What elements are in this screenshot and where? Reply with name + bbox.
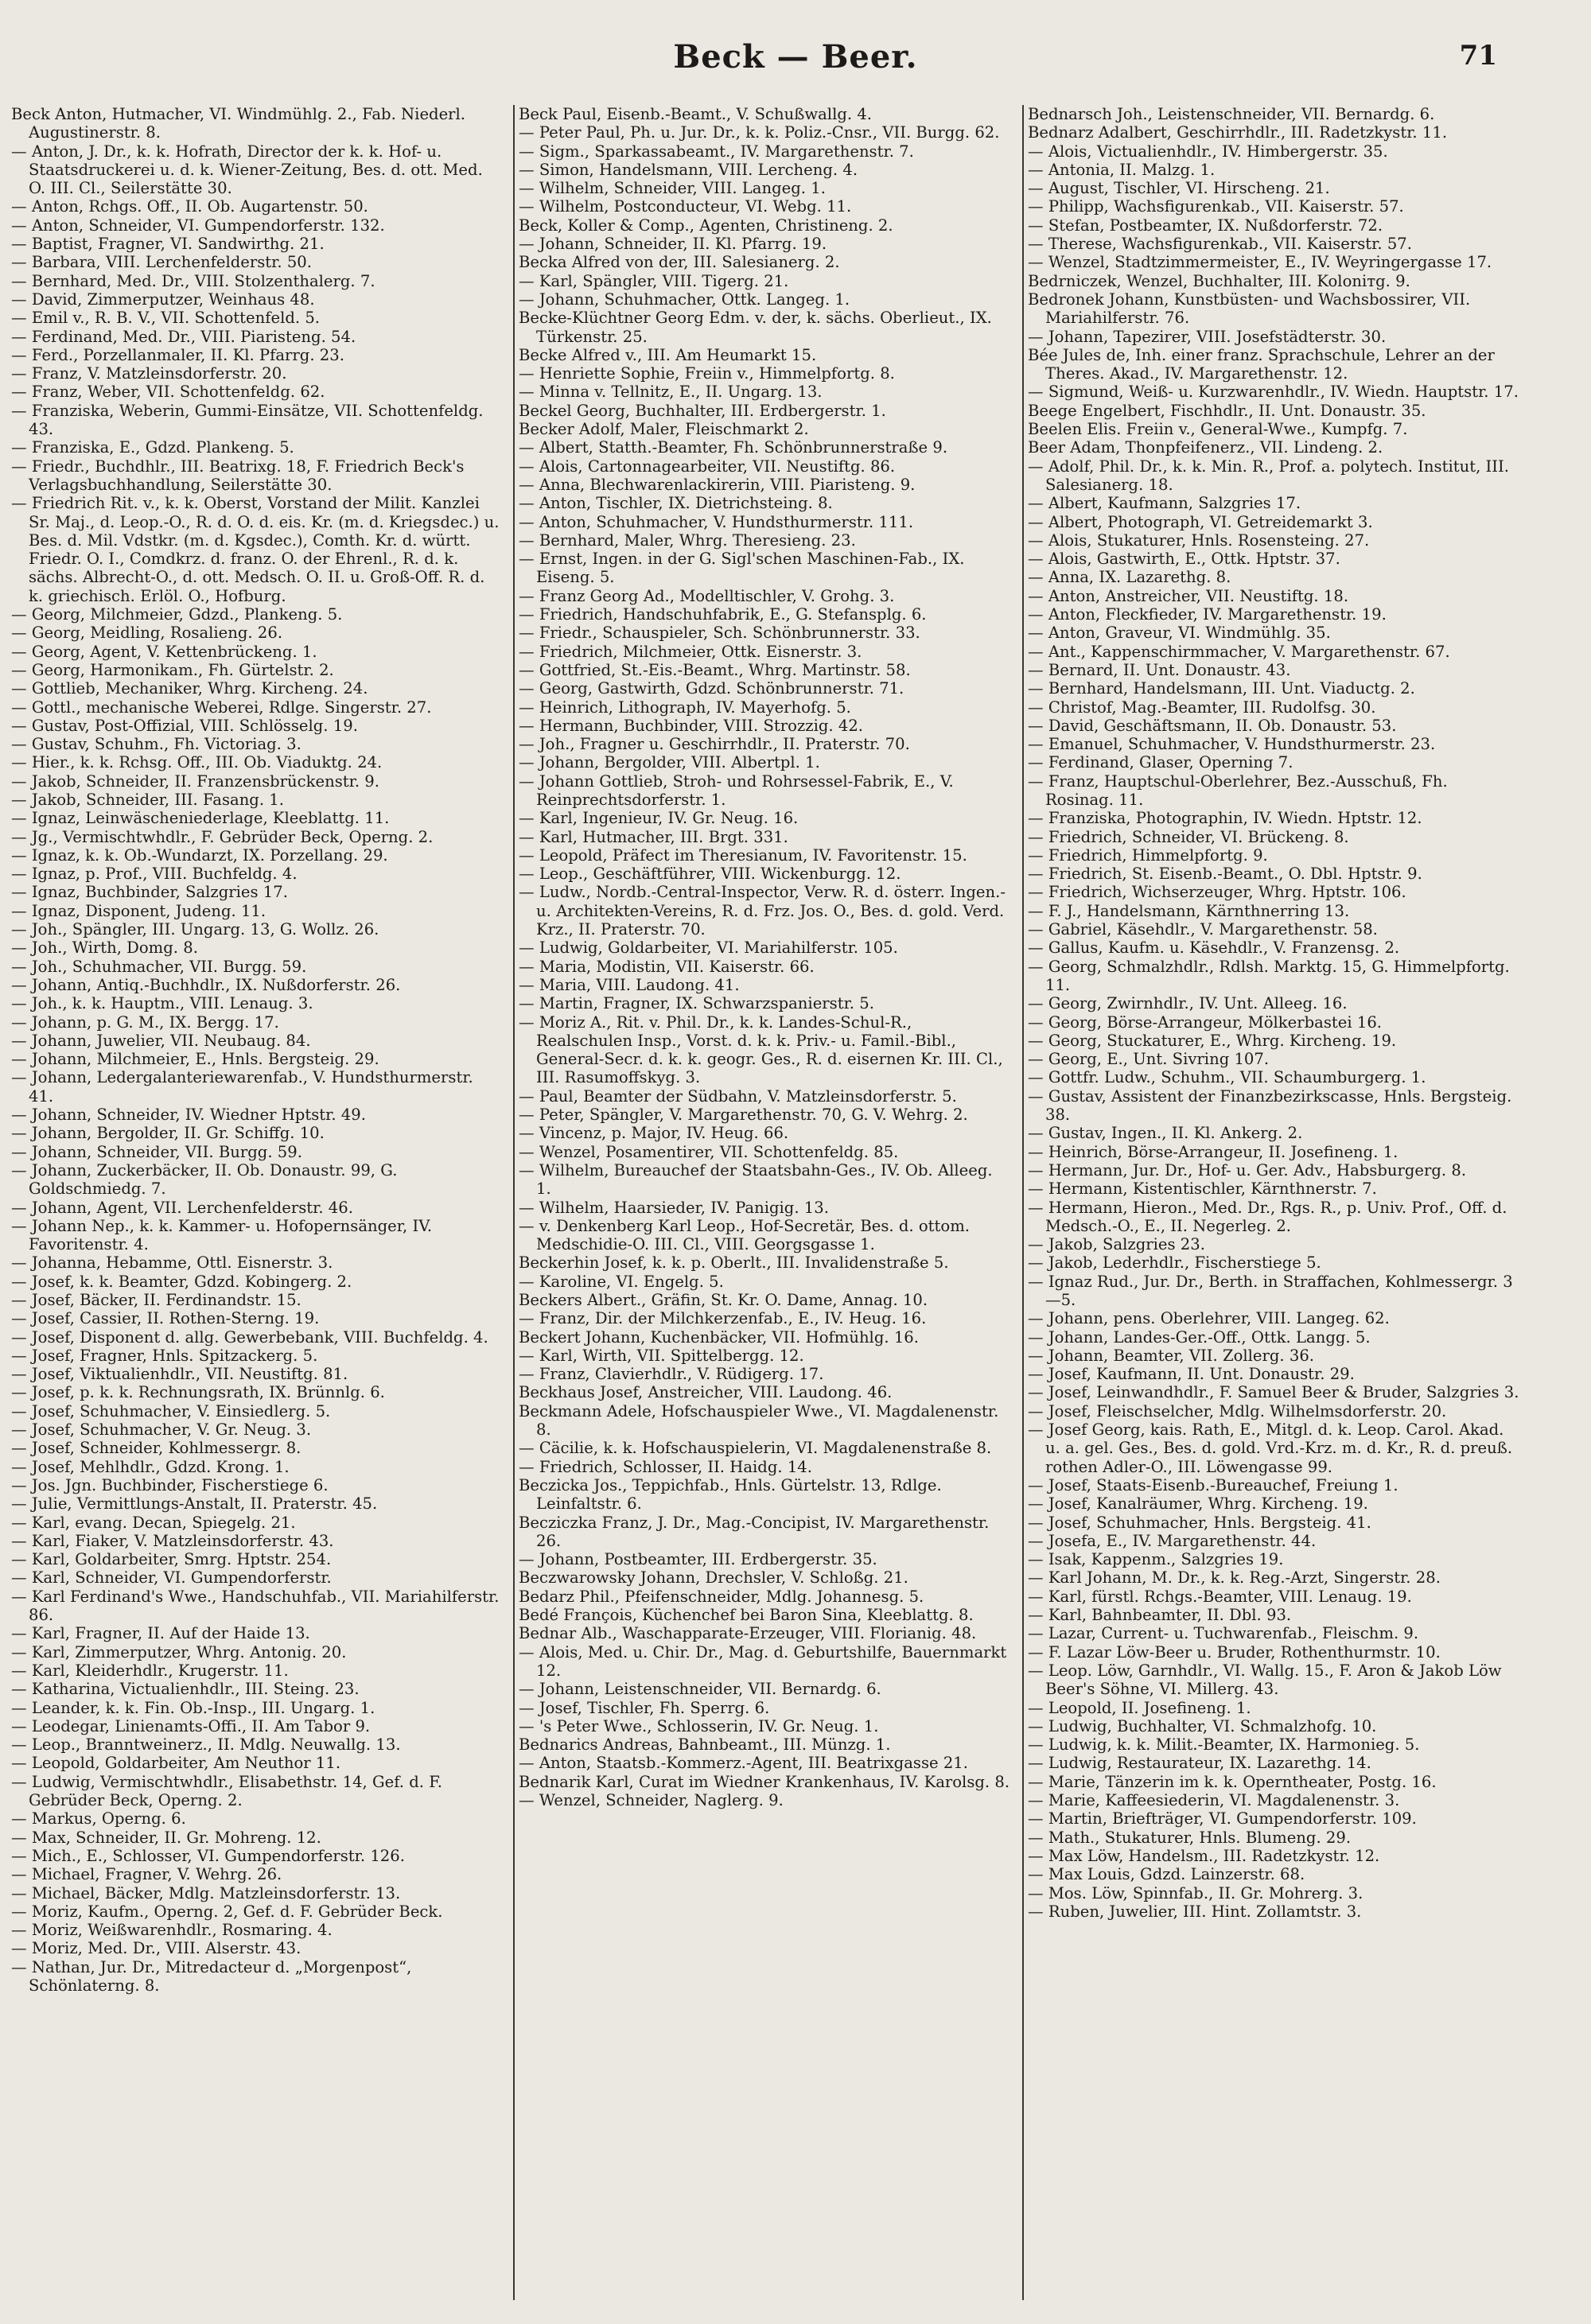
directory-entry: — Johann, Ledergalanteriewarenfab., V. Hundsthurmerstr. 41. [11, 1068, 473, 1106]
directory-entry: — Lazar, Current- u. Tuchwarenfab., Fleischm. 9. [1028, 1624, 1419, 1643]
directory-entry: — Hermann, Buchbinder, VIII. Strozzig. 42. [519, 716, 864, 735]
directory-entry: — Josef Georg, kais. Rath, E., Mitgl. d. k. Leop. Carol. Akad. u. a. gel. Ges., Bes. d. gold. Vrd.-Krz. m. d. Kr., R. d. preuß. rothen Adler-O., III. Löwengasse 99. [1028, 1420, 1513, 1476]
directory-entry: Beck Anton, Hutmacher, VI. Windmühlg. 2., Fab. Niederl. Augustinerstr. 8. [11, 105, 466, 142]
directory-entry: — Michael, Bäcker, Mdlg. Matzleinsdorferstr. 13. [11, 1883, 401, 1902]
directory-entry: Bednarsch Joh., Leistenschneider, VII. Bernardg. 6. [1028, 105, 1435, 123]
directory-entry: — Georg, Meidling, Rosalieng. 26. [11, 624, 283, 643]
directory-entry: — Johann Nep., k. k. Kammer- u. Hofopernsänger, IV. Favoritenstr. 4. [11, 1216, 433, 1254]
directory-entry: — Josef, Staats-Eisenb.-Bureauchef, Freiung 1. [1028, 1475, 1398, 1494]
directory-entry: — Katharina, Victualienhdlr., III. Steing. 23. [11, 1680, 360, 1699]
directory-entry: — Leopold, Goldarbeiter, Am Neuthor 11. [11, 1754, 341, 1773]
directory-entry: — Moriz, Med. Dr., VIII. Alserstr. 43. [11, 1939, 301, 1958]
directory-entry: — Leander, k. k. Fin. Ob.-Insp., III. Ungarg. 1. [11, 1698, 375, 1717]
directory-entry: — Karl, Hutmacher, III. Brgt. 331. [519, 827, 788, 846]
directory-entry: — Georg, Agent, V. Kettenbrückeng. 1. [11, 642, 317, 661]
directory-entry: — Ernst, Ingen. in der G. Sigl'schen Maschinen-Fab., IX. Eiseng. 5. [519, 550, 965, 587]
directory-entry: — Ignaz, Leinwäscheniederlage, Kleeblattg. 11. [11, 809, 390, 828]
directory-entry: — Leop., Branntweinerz., II. Mdlg. Neuwallg. 13. [11, 1735, 401, 1755]
directory-entry: — Karl, Spängler, VIII. Tigerg. 21. [519, 271, 789, 290]
directory-entry: — Ludw., Nordb.-Central-Inspector, Verw. R. d. österr. Ingen.- u. Architekten-Vereins, R. d. Frz. Jos. O., Bes. d. gold. Verd. Krz., II. Praterstr. 70. [519, 883, 1006, 939]
directory-entry: — Johann, Postbeamter, III. Erdbergerstr. 35. [519, 1550, 877, 1569]
directory-entry: — Ludwig, Restaurateur, IX. Lazarethg. 14. [1028, 1754, 1371, 1773]
directory-entry: — Karl Johann, M. Dr., k. k. Reg.-Arzt, Singerstr. 28. [1028, 1568, 1441, 1588]
directory-entry: — Paul, Beamter der Südbahn, V. Matzleinsdorferstr. 5. [519, 1086, 957, 1106]
directory-entry: — Maria, VIII. Laudong. 41. [519, 975, 740, 994]
directory-entry: — Johann, Leistenschneider, VII. Bernardg. 6. [519, 1680, 881, 1699]
directory-entry: — Baptist, Fragner, VI. Sandwirthg. 21. [11, 235, 325, 254]
directory-entry: Beege Engelbert, Fischhdlr., II. Unt. Donaustr. 35. [1028, 401, 1426, 420]
directory-entry: — Ant., Kappenschirmmacher, V. Margarethenstr. 67. [1028, 642, 1450, 661]
directory-entry: Becke-Klüchtner Georg Edm. v. der, k. sächs. Oberlieut., IX. Türkenstr. 25. [519, 309, 992, 346]
directory-entry: — Julie, Vermittlungs-Anstalt, II. Praterstr. 45. [11, 1494, 378, 1514]
directory-entry: — Gottfried, St.-Eis.-Beamt., Whrg. Martinstr. 58. [519, 660, 911, 679]
directory-entry: — Anna, IX. Lazarethg. 8. [1028, 568, 1231, 587]
directory-entry: — Josef, Fleischselcher, Mdlg. Wilhelmsdorferstr. 20. [1028, 1401, 1447, 1420]
directory-entry: — Johann, Schneider, II. Kl. Pfarrg. 19. [519, 235, 827, 254]
directory-entry: — Alois, Stukaturer, Hnls. Rosensteing. 27. [1028, 530, 1370, 550]
directory-entry: — Adolf, Phil. Dr., k. k. Min. R., Prof. a. polytech. Institut, III. Salesianerg. 18. [1028, 457, 1510, 494]
directory-entry: — Karoline, VI. Engelg. 5. [519, 1272, 724, 1291]
directory-entry: — Franz, Dir. der Milchkerzenfab., E., IV. Heug. 16. [519, 1309, 927, 1328]
directory-entry: — Josef, Disponent d. allg. Gewerbebank, VIII. Buchfeldg. 4. [11, 1327, 488, 1347]
directory-entry: — Franziska, Weberin, Gummi-Einsätze, VII. Schottenfeldg. 43. [11, 401, 484, 439]
directory-entry: — Anton, J. Dr., k. k. Hofrath, Director der k. k. Hof- u. Staatsdruckerei u. d. k. Wiener-Zeitung, Bes. d. ott. Med. O. III. Cl., Seilerstätte 30. [11, 142, 483, 198]
directory-entry: — Anton, Graveur, VI. Windmühlg. 35. [1028, 624, 1331, 643]
directory-entry: — Barbara, VIII. Lerchenfelderstr. 50. [11, 253, 312, 272]
directory-entry: — Anna, Blechwarenlackirerin, VIII. Piaristeng. 9. [519, 475, 916, 494]
directory-entry: — Gustav, Ingen., II. Kl. Ankerg. 2. [1028, 1124, 1303, 1143]
directory-entry: — Josef, p. k. k. Rechnungsrath, IX. Brünnlg. 6. [11, 1383, 385, 1402]
directory-entry: — Josefa, E., IV. Margarethenstr. 44. [1028, 1531, 1317, 1550]
directory-entry: — Vincenz, p. Major, IV. Heug. 66. [519, 1124, 789, 1143]
directory-entry: — Bernhard, Med. Dr., VIII. Stolzenthalerg. 7. [11, 271, 375, 290]
directory-entry: — Georg, Zwirnhdlr., IV. Unt. Alleeg. 16. [1028, 994, 1348, 1013]
directory-entry: — Josef, Tischler, Fh. Sperrg. 6. [519, 1698, 770, 1717]
directory-entry: — Ludwig, Goldarbeiter, VI. Mariahilferstr. 105. [519, 939, 898, 958]
directory-entry: Bée Jules de, Inh. einer franz. Sprachschule, Lehrer an der Theres. Akad., IV. Margarethenstr. 12. [1028, 345, 1495, 383]
directory-entry: — Max, Schneider, II. Gr. Mohreng. 12. [11, 1828, 321, 1847]
directory-entry: — Josef, Cassier, II. Rothen-Sterng. 19. [11, 1309, 320, 1328]
directory-entry: — Moriz A., Rit. v. Phil. Dr., k. k. Landes-Schul-R., Realschulen Insp., Vorst. d. k. k. Priv.- u. Famil.-Bibl., General-Secr. d. k. k. geogr. Ges., R. d. eisernen Kr. III. Cl., III. Rasumoffskyg. 3. [519, 1012, 1003, 1087]
directory-entry: — Anton, Rchgs. Off., II. Ob. Augartenstr. 50. [11, 197, 368, 216]
page-number: 71 [1459, 40, 1497, 72]
directory-entry: — Wilhelm, Schneider, VIII. Langeg. 1. [519, 179, 826, 198]
directory-entry: — Franz, V. Matzleinsdorferstr. 20. [11, 364, 287, 383]
directory-entry: Beer Adam, Thonpfeifenerz., VII. Lindeng. 2. [1028, 438, 1383, 457]
directory-entry: — Bernard, II. Unt. Donaustr. 43. [1028, 660, 1291, 679]
directory-entry: — Joh., Fragner u. Geschirrhdlr., II. Praterstr. 70. [519, 735, 910, 754]
page-title: Beck — Beer. [673, 38, 918, 76]
directory-entry: — Marie, Kaffeesiederin, VI. Magdalenenstr. 3. [1028, 1791, 1400, 1810]
directory-entry: — Ferdinand, Glaser, Operning 7. [1028, 753, 1293, 772]
directory-entry: — Cäcilie, k. k. Hofschauspielerin, VI. Magdalenenstraße 8. [519, 1439, 992, 1458]
directory-entry: — Friedr., Buchdhlr., III. Beatrixg. 18, F. Friedrich Beck's Verlagsbuchhandlung, Seilerstätte 30. [11, 457, 465, 494]
directory-entry: — Jos. Jgn. Buchbinder, Fischerstiege 6. [11, 1475, 329, 1494]
directory-entry: — Albert, Statth.-Beamter, Fh. Schönbrunnerstraße 9. [519, 438, 948, 457]
directory-entry: — Wilhelm, Haarsieder, IV. Panigig. 13. [519, 1198, 829, 1217]
directory-entry: Beckmann Adele, Hofschauspieler Wwe., VI. Magdalenenstr. 8. [519, 1401, 999, 1440]
directory-entry: — Simon, Handelsmann, VIII. Lercheng. 4. [519, 160, 858, 179]
directory-entry: — Karl, Kleiderhdlr., Krugerstr. 11. [11, 1661, 289, 1680]
directory-entry: — Johann, Antiq.-Buchhdlr., IX. Nußdorferstr. 26. [11, 975, 401, 994]
directory-entry: — Hermann, Jur. Dr., Hof- u. Ger. Adv., Habsburgerg. 8. [1028, 1160, 1467, 1179]
directory-entry: — Johann, p. G. M., IX. Bergg. 17. [11, 1012, 279, 1032]
directory-entry: — Gottlieb, Mechaniker, Whrg. Kircheng. 24. [11, 679, 368, 698]
directory-entry: — Johann, Milchmeier, E., Hnls. Bergsteig. 29. [11, 1050, 379, 1069]
directory-entry: Becka Alfred von der, III. Salesianerg. 2. [519, 253, 840, 272]
directory-entry: — Antonia, II. Malzg. 1. [1028, 160, 1216, 179]
directory-entry: — Karl, fürstl. Rchgs.-Beamter, VIII. Lenaug. 19. [1028, 1587, 1412, 1606]
directory-entry: — Wenzel, Schneider, Naglerg. 9. [519, 1791, 784, 1810]
directory-entry: — Johann, Schneider, VII. Burgg. 59. [11, 1142, 302, 1161]
column-2 [519, 105, 1010, 2308]
directory-entry: — Josef, Mehlhdlr., Gdzd. Krong. 1. [11, 1457, 290, 1476]
directory-entry: — Ruben, Juwelier, III. Hint. Zollamtstr. 3. [1028, 1902, 1362, 1921]
directory-entry: — Friedrich, Himmelpfortg. 9. [1028, 845, 1268, 865]
directory-entry: — Josef, Viktualienhdlr., VII. Neustiftg. 81. [11, 1365, 348, 1384]
directory-entry: — Sigm., Sparkassabeamt., IV. Margarethenstr. 7. [519, 142, 914, 161]
directory-entry: — Franz, Hauptschul-Oberlehrer, Bez.-Ausschuß, Fh. Rosinag. 11. [1028, 771, 1448, 809]
directory-entry: — Martin, Briefträger, VI. Gumpendorferstr. 109. [1028, 1809, 1417, 1828]
directory-entry: — Gabriel, Käsehdlr., V. Margarethenstr. 58. [1028, 920, 1378, 939]
directory-entry: — Johann, Bergolder, VIII. Albertpl. 1. [519, 753, 820, 772]
directory-entry: Beckhaus Josef, Anstreicher, VIII. Laudong. 46. [519, 1383, 893, 1402]
directory-entry: — Gottl., mechanische Weberei, Rdlge. Singerstr. 27. [11, 698, 432, 717]
directory-entry: — Georg, Milchmeier, Gdzd., Plankeng. 5. [11, 605, 343, 624]
directory-entry: — Mich., E., Schlosser, VI. Gumpendorferstr. 126. [11, 1846, 405, 1865]
directory-entry: — Alois, Cartonnagearbeiter, VII. Neustiftg. 86. [519, 457, 896, 476]
directory-entry: — Franz Georg Ad., Modelltischler, V. Grohg. 3. [519, 586, 895, 605]
directory-entry: — Christof, Mag.-Beamter, III. Rudolfsg. 30. [1028, 698, 1376, 717]
directory-entry: — Friedr., Schauspieler, Sch. Schönbrunnerstr. 33. [519, 624, 920, 643]
directory-entry: — Jakob, Salzgries 23. [1028, 1235, 1205, 1254]
directory-entry: — Johann, Beamter, VII. Zollerg. 36. [1028, 1346, 1315, 1365]
page-header [0, 38, 1591, 86]
directory-entry: — Friedrich, Milchmeier, Ottk. Eisnerstr. 3. [519, 642, 862, 661]
directory-entry: — Joh., k. k. Hauptm., VIII. Lenaug. 3. [11, 994, 313, 1013]
directory-entry: — Jakob, Schneider, II. Franzensbrückenstr. 9. [11, 771, 380, 791]
directory-entry: — Leopold, Präfect im Theresianum, IV. Favoritenstr. 15. [519, 845, 967, 865]
directory-entry: — Johann, Zuckerbäcker, II. Ob. Donaustr. 99, G. Goldschmiedg. 7. [11, 1160, 398, 1199]
directory-entry: — August, Tischler, VI. Hirscheng. 21. [1028, 179, 1330, 198]
directory-entry: — Ignaz Rud., Jur. Dr., Berth. in Straffachen, Kohlmessergr. 3—5. [1028, 1272, 1513, 1309]
directory-entry: — Joh., Spängler, III. Ungarg. 13, G. Wollz. 26. [11, 920, 379, 939]
directory-entry: — Anton, Schuhmacher, V. Hundsthurmerstr. 111. [519, 512, 914, 531]
directory-entry: — Johann, Juwelier, VII. Neubaug. 84. [11, 1031, 311, 1050]
directory-entry: — Markus, Operng. 6. [11, 1809, 186, 1828]
directory-entry: Beckers Albert., Gräfin, St. Kr. O. Dame, Annag. 10. [519, 1291, 928, 1309]
directory-entry: — Alois, Victualienhdlr., IV. Himbergerstr. 35. [1028, 142, 1388, 161]
directory-entry: — Leodegar, Linienamts-Offi., II. Am Tabor 9. [11, 1716, 371, 1735]
directory-entry: — Albert, Photograph, VI. Getreidemarkt 3. [1028, 512, 1373, 531]
directory-entry: — Stefan, Postbeamter, IX. Nußdorferstr. 72. [1028, 216, 1383, 235]
directory-entry: — Friedrich, St. Eisenb.-Beamt., O. Dbl. Hptstr. 9. [1028, 865, 1422, 884]
directory-entry: — Friedrich Rit. v., k. k. Oberst, Vorstand der Milit. Kanzlei Sr. Maj., d. Leop.-O., R. d. O. d. eis. Kr. (m. d. Kriegsdec.) u. Bes. d. Mil. Vdstkr. (m. d. Kgsdec.), Comth. Kr. d. württ. Friedr. O. I., Comdkrz. d. franz. O. der Ehrenl., R. d. k. sächs. Albrecht-O., d. ott. Medsch. O. II. u. Groß-Off. R. d. k. griechisch. Erlöl. O., Hofburg. [11, 494, 500, 605]
directory-entry: — Karl, evang. Decan, Spiegelg. 21. [11, 1513, 296, 1532]
column-3 [1028, 105, 1519, 2308]
directory-entry: Beckert Johann, Kuchenbäcker, VII. Hofmühlg. 16. [519, 1327, 919, 1347]
directory-entry: — Gustav, Schuhm., Fh. Victoriag. 3. [11, 735, 301, 754]
directory-entry: — Johann, Bergolder, II. Gr. Schiffg. 10. [11, 1124, 325, 1143]
directory-entry: — Max Löw, Handelsm., III. Radetzkystr. 12. [1028, 1846, 1380, 1865]
directory-entry: — Ferdinand, Med. Dr., VIII. Piaristeng. 54. [11, 327, 356, 346]
directory-entry: — Josef, Kaufmann, II. Unt. Donaustr. 29. [1028, 1365, 1355, 1384]
directory-entry: — Johann, Schuhmacher, Ottk. Langeg. 1. [519, 290, 850, 309]
directory-entry: Becker Adolf, Maler, Fleischmarkt 2. [519, 420, 809, 439]
directory-entry: — Emil v., R. B. V., VII. Schottenfeld. 5. [11, 309, 321, 328]
directory-entry: — Wilhelm, Bureauchef der Staatsbahn-Ges., IV. Ob. Alleeg. 1. [519, 1160, 993, 1199]
directory-entry: — Anton, Anstreicher, VII. Neustiftg. 18. [1028, 586, 1349, 605]
directory-entry: Beczicka Jos., Teppichfab., Hnls. Gürtelstr. 13, Rdlge. Leinfaltstr. 6. [519, 1475, 942, 1514]
directory-entry: — Johann, Agent, VII. Lerchenfelderstr. 46. [11, 1198, 353, 1217]
directory-entry: — Jakob, Schneider, III. Fasang. 1. [11, 790, 285, 809]
directory-entry: — Georg, Gastwirth, Gdzd. Schönbrunnerstr. 71. [519, 679, 904, 698]
directory-entry: — Ludwig, Vermischtwhdlr., Elisabethstr. 14, Gef. d. F. Gebrüder Beck, Operng. 2. [11, 1772, 443, 1810]
directory-entry: Bedronek Johann, Kunstbüsten- und Wachsbossirer, VII. Mariahilferstr. 76. [1028, 290, 1471, 328]
directory-entry: — Johann, Landes-Ger.-Off., Ottk. Langg. 5. [1028, 1327, 1371, 1347]
directory-entry: — Bernhard, Maler, Whrg. Theresieng. 23. [519, 530, 856, 550]
directory-entry: — Leop., Geschäftführer, VIII. Wickenburgg. 12. [519, 865, 901, 884]
directory-entry: — Ludwig, Buchhalter, VI. Schmalzhofg. 10. [1028, 1716, 1377, 1735]
directory-entry: — Alois, Med. u. Chir. Dr., Mag. d. Geburtshilfe, Bauernmarkt 12. [519, 1642, 1007, 1680]
directory-entry: — Heinrich, Börse-Arrangeur, II. Josefineng. 1. [1028, 1142, 1398, 1161]
directory-entry: — Franz, Weber, VII. Schottenfeldg. 62. [11, 383, 325, 402]
directory-entry: — Mos. Löw, Spinnfab., II. Gr. Mohrerg. 3. [1028, 1883, 1363, 1902]
directory-entry: — Anton, Tischler, IX. Dietrichsteing. 8. [519, 494, 833, 513]
directory-entry: — Leop. Löw, Garnhdlr., VI. Wallg. 15., F. Aron & Jakob Löw Beer's Söhne, VI. Millerg. 43. [1028, 1661, 1502, 1699]
directory-entry: — Ferd., Porzellanmaler, II. Kl. Pfarrg. 23. [11, 345, 344, 364]
directory-entry: — Minna v. Tellnitz, E., II. Ungarg. 13. [519, 383, 823, 402]
directory-entry: Becke Alfred v., III. Am Heumarkt 15. [519, 345, 817, 364]
directory-entry: — Ignaz, Disponent, Judeng. 11. [11, 901, 266, 920]
directory-entry: Beckel Georg, Buchhalter, III. Erdbergerstr. 1. [519, 401, 886, 420]
directory-entry: — Moriz, Kaufm., Operng. 2, Gef. d. F. Gebrüder Beck. [11, 1902, 443, 1921]
directory-entry: — Therese, Wachsfigurenkab., VII. Kaiserstr. 57. [1028, 235, 1412, 254]
directory-entry: Bednarz Adalbert, Geschirrhdlr., III. Radetzkystr. 11. [1028, 123, 1448, 142]
directory-entry: — Jg., Vermischtwhdlr., F. Gebrüder Beck, Operng. 2. [11, 827, 434, 846]
directory-entry: — Peter, Spängler, V. Margarethenstr. 70, G. V. Wehrg. 2. [519, 1106, 968, 1125]
directory-entry: — Gustav, Post-Offizial, VIII. Schlösselg. 19. [11, 716, 358, 735]
directory-entry: — Karl, Fragner, II. Auf der Haide 13. [11, 1624, 310, 1643]
directory-entry: — Michael, Fragner, V. Wehrg. 26. [11, 1865, 282, 1884]
directory-entry: — Ignaz, k. k. Ob.-Wundarzt, IX. Porzellang. 29. [11, 845, 388, 865]
directory-entry: — Moriz, Weißwarenhdlr., Rosmaring. 4. [11, 1921, 333, 1940]
directory-entry: Bednarik Karl, Curat im Wiedner Krankenhaus, IV. Karolsg. 8. [519, 1772, 1010, 1791]
directory-entry: — Friedrich, Schneider, VI. Brückeng. 8. [1028, 827, 1349, 846]
directory-entry: — v. Denkenberg Karl Leop., Hof-Secretär, Bes. d. ottom. Medschidie-O. III. Cl., VIII. Georgsgasse 1. [519, 1216, 971, 1254]
directory-entry: Beelen Elis. Freiin v., General-Wwe., Kumpfg. 7. [1028, 420, 1408, 439]
directory-entry: — Leopold, II. Josefineng. 1. [1028, 1698, 1251, 1717]
directory-entry: — 's Peter Wwe., Schlosserin, IV. Gr. Neug. 1. [519, 1716, 879, 1735]
directory-entry: — Franz, Clavierhdlr., V. Rüdigerg. 17. [519, 1365, 824, 1384]
directory-entry: — Johann, pens. Oberlehrer, VIII. Langeg. 62. [1028, 1309, 1390, 1328]
directory-entry: — Bernhard, Handelsmann, III. Unt. Viaductg. 2. [1028, 679, 1415, 698]
directory-entry: — Sigmund, Weiß- u. Kurzwarenhdlr., IV. Wiedn. Hauptstr. 17. [1028, 383, 1519, 402]
directory-entry: — Josef, k. k. Beamter, Gdzd. Kobingerg. 2. [11, 1272, 352, 1291]
directory-entry: Bednar Alb., Waschapparate-Erzeuger, VIII. Florianig. 48. [519, 1624, 977, 1643]
directory-entry: — Joh., Schuhmacher, VII. Burgg. 59. [11, 957, 307, 976]
directory-entry: Bedrniczek, Wenzel, Buchhalter, III. Koloniтg. 9. [1028, 271, 1410, 290]
directory-entry: — Josef, Schuhmacher, Hnls. Bergsteig. 41. [1028, 1513, 1371, 1532]
directory-entry: Beck, Koller & Comp., Agenten, Christineng. 2. [519, 216, 893, 235]
directory-entry: — Josef, Bäcker, II. Ferdinandstr. 15. [11, 1291, 301, 1309]
directory-entry: — Josef, Fragner, Hnls. Spitzackerg. 5. [11, 1346, 318, 1365]
directory-entry: Beckerhin Josef, k. k. p. Oberlt., III. Invalidenstraße 5. [519, 1253, 949, 1273]
directory-entry: — Karl, Zimmerputzer, Whrg. Antonig. 20. [11, 1642, 347, 1661]
directory-entry: — Johanna, Hebamme, Ottl. Eisnerstr. 3. [11, 1253, 333, 1273]
directory-entry: — Karl, Ingenieur, IV. Gr. Neug. 16. [519, 809, 799, 828]
directory-entry: — Henriette Sophie, Freiin v., Himmelpfortg. 8. [519, 364, 895, 383]
directory-entry: — Nathan, Jur. Dr., Mitredacteur d. „Morgenpost“, Schönlaterng. 8. [11, 1957, 412, 1995]
directory-entry: — Georg, Börse-Arrangeur, Mölkerbastei 16. [1028, 1012, 1383, 1032]
directory-entry: — Hermann, Kistentischler, Kärnthnerstr. 7. [1028, 1179, 1377, 1199]
directory-entry: — Max Louis, Gdzd. Lainzerstr. 68. [1028, 1865, 1305, 1884]
directory-entry: — Wenzel, Stadtzimmermeister, E., IV. Weyringergasse 17. [1028, 253, 1492, 272]
directory-entry: — Heinrich, Lithograph, IV. Mayerhofg. 5. [519, 698, 851, 717]
directory-entry: Beczwarowsky Johann, Drechsler, V. Schloßg. 21. [519, 1568, 908, 1588]
directory-entry: — Johann, Schneider, IV. Wiedner Hptstr. 49. [11, 1106, 366, 1125]
directory-entry: — Friedrich, Wichserzeuger, Whrg. Hptstr. 106. [1028, 883, 1406, 902]
directory-entry: — Wenzel, Posamentirer, VII. Schottenfeldg. 85. [519, 1142, 899, 1161]
directory-entry: — Karl, Fiaker, V. Matzleinsdorferstr. 43. [11, 1531, 334, 1550]
directory-entry: — Karl, Goldarbeiter, Smrg. Hptstr. 254. [11, 1550, 332, 1569]
directory-entry: — Marie, Tänzerin im k. k. Operntheater, Postg. 16. [1028, 1772, 1437, 1791]
directory-entry: — Philipp, Wachsfigurenkab., VII. Kaiserstr. 57. [1028, 197, 1404, 216]
directory-entry: — David, Zimmerputzer, Weinhaus 48. [11, 290, 315, 309]
directory-entry: — Anton, Fleckfieder, IV. Margarethenstr. 19. [1028, 605, 1387, 624]
directory-entry: — Albert, Kaufmann, Salzgries 17. [1028, 494, 1301, 513]
directory-entry: — Franziska, Photographin, IV. Wiedn. Hptstr. 12. [1028, 809, 1422, 828]
directory-entry: — Georg, E., Unt. Sivring 107. [1028, 1050, 1270, 1069]
directory-entry: — Josef, Schneider, Kohlmessergr. 8. [11, 1439, 301, 1458]
directory-entry: — Math., Stukaturer, Hnls. Blumeng. 29. [1028, 1828, 1352, 1847]
directory-entry: — Alois, Gastwirth, E., Ottk. Hptstr. 37. [1028, 550, 1340, 569]
directory-entry: — Friedrich, Schlosser, II. Haidg. 14. [519, 1457, 812, 1476]
directory-entry: — Johann, Tapezirer, VIII. Josefstädterstr. 30. [1028, 327, 1387, 346]
directory-entry: — Gallus, Kaufm. u. Käsehdlr., V. Franzensg. 2. [1028, 939, 1400, 958]
directory-entry: — F. Lazar Löw-Beer u. Bruder, Rothenthurmstr. 10. [1028, 1642, 1441, 1661]
directory-entry: — F. J., Handelsmann, Kärnthnerring 13. [1028, 901, 1350, 920]
directory-entry: — Peter Paul, Ph. u. Jur. Dr., k. k. Poliz.-Cnsr., VII. Burgg. 62. [519, 123, 1000, 142]
directory-entry: — Martin, Fragner, IX. Schwarzspanierstr. 5. [519, 994, 874, 1013]
directory-entry: — Isak, Kappenm., Salzgries 19. [1028, 1550, 1284, 1569]
directory-entry: — Ignaz, Buchbinder, Salzgries 17. [11, 883, 288, 902]
directory-entry: — Josef, Leinwandhdlr., F. Samuel Beer & Bruder, Salzgries 3. [1028, 1383, 1519, 1402]
directory-entry: Bedé François, Küchenchef bei Baron Sina, Kleeblattg. 8. [519, 1606, 974, 1625]
directory-entry: — Wilhelm, Postconducteur, VI. Webg. 11. [519, 197, 852, 216]
directory-entry: — Emanuel, Schuhmacher, V. Hundsthurmerstr. 23. [1028, 735, 1436, 754]
directory-entry: — Anton, Staatsb.-Kommerz.-Agent, III. Beatrixgasse 21. [519, 1754, 968, 1773]
directory-entry: — Ignaz, p. Prof., VIII. Buchfeldg. 4. [11, 865, 298, 884]
directory-entry: — Karl, Bahnbeamter, II. Dbl. 93. [1028, 1606, 1292, 1625]
directory-entry: — Hier., k. k. Rchsg. Off., III. Ob. Viaduktg. 24. [11, 753, 383, 772]
directory-entry: — Gottfr. Ludw., Schuhm., VII. Schaumburgerg. 1. [1028, 1068, 1426, 1087]
column-1 [11, 105, 503, 2308]
directory-entry: Becziczka Franz, J. Dr., Mag.-Concipist, IV. Margarethenstr. 26. [519, 1513, 990, 1550]
directory-entry: — Georg, Schmalzhdlr., Rdlsh. Marktg. 15, G. Himmelpfortg. 11. [1028, 957, 1510, 994]
directory-entry: — Anton, Schneider, VI. Gumpendorferstr. 132. [11, 216, 385, 235]
directory-entry: — Franziska, E., Gdzd. Plankeng. 5. [11, 438, 294, 457]
directory-entry: — Maria, Modistin, VII. Kaiserstr. 66. [519, 957, 815, 976]
directory-entry: — Gustav, Assistent der Finanzbezirkscasse, Hnls. Bergsteig. 38. [1028, 1086, 1512, 1125]
directory-entry: — Josef, Schuhmacher, V. Gr. Neug. 3. [11, 1420, 312, 1440]
directory-entry: — Karl Ferdinand's Wwe., Handschuhfab., VII. Mariahilferstr. 86. [11, 1587, 500, 1625]
directory-entry: — Josef, Schuhmacher, V. Einsiedlerg. 5. [11, 1401, 331, 1420]
directory-entry: — Ludwig, k. k. Milit.-Beamter, IX. Harmonieg. 5. [1028, 1735, 1420, 1755]
directory-entry: Bedarz Phil., Pfeifenschneider, Mdlg. Johannesg. 5. [519, 1587, 924, 1606]
directory-entry: — Jakob, Lederhdlr., Fischerstiege 5. [1028, 1253, 1321, 1273]
directory-entry: — Hermann, Hieron., Med. Dr., Rgs. R., p. Univ. Prof., Off. d. Medsch.-O., E., II. Negerleg. 2. [1028, 1198, 1507, 1235]
directory-entry: — Friedrich, Handschuhfabrik, E., G. Stefansplg. 6. [519, 605, 927, 624]
directory-entry: — Josef, Kanalräumer, Whrg. Kircheng. 19. [1028, 1494, 1368, 1514]
directory-entry: — Joh., Wirth, Domg. 8. [11, 939, 198, 958]
directory-entry: Bednarics Andreas, Bahnbeamt., III. Münzg. 1. [519, 1735, 891, 1755]
directory-entry: — Georg, Stuckaturer, E., Whrg. Kircheng. 19. [1028, 1031, 1397, 1050]
directory-entry: — Karl, Wirth, VII. Spittelbergg. 12. [519, 1346, 804, 1365]
directory-entry: — David, Geschäftsmann, II. Ob. Donaustr. 53. [1028, 716, 1397, 735]
directory-entry: — Johann Gottlieb, Stroh- und Rohrsessel-Fabrik, E., V. Reinprechtsdorferstr. 1. [519, 771, 954, 809]
directory-columns [11, 105, 1523, 2308]
directory-entry: — Georg, Harmonikam., Fh. Gürtelstr. 2. [11, 660, 334, 679]
directory-entry: Beck Paul, Eisenb.-Beamt., V. Schußwallg. 4. [519, 105, 873, 123]
directory-entry: — Karl, Schneider, VI. Gumpendorferstr. [11, 1568, 332, 1588]
